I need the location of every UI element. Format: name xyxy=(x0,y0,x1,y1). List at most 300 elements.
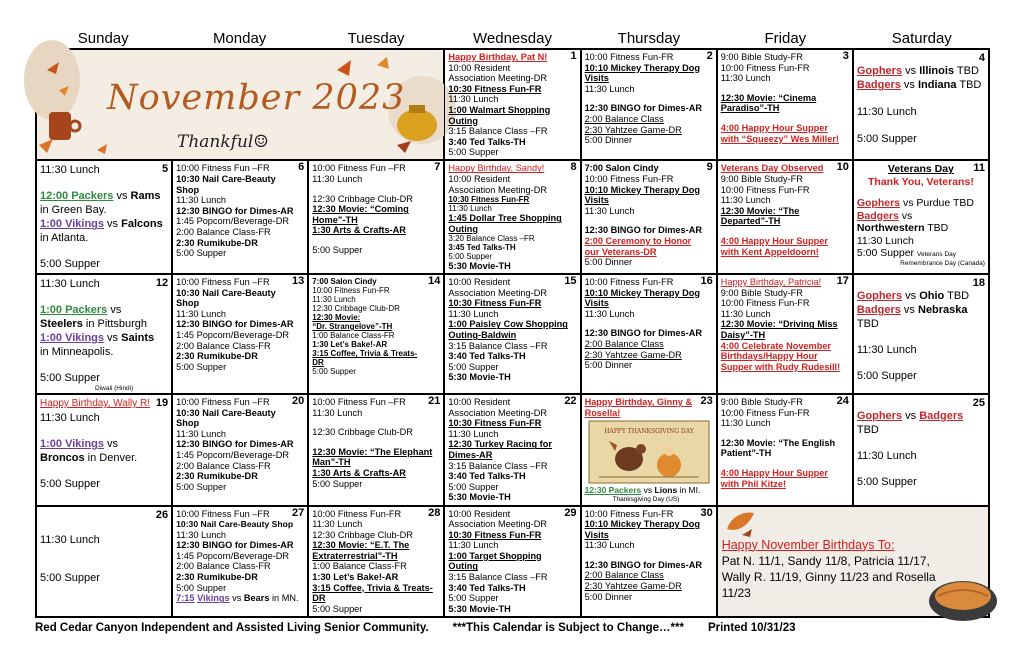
banner-subtitle: Thankful☺ xyxy=(177,132,269,152)
event: 3:40 Ted Talks-TH xyxy=(448,136,526,147)
day-cell-13[interactable] xyxy=(172,274,308,394)
event: 2:30 Rumikube-DR xyxy=(176,351,258,362)
holiday-small-note: Remembrance Day (Canada) xyxy=(900,259,985,267)
event: 11:30 Lunch xyxy=(720,418,771,429)
event: 10:00 Resident xyxy=(448,397,511,408)
event: 5:00 Supper xyxy=(448,481,499,492)
event: Association Meeting-DR xyxy=(448,73,547,84)
day-cell-21[interactable] xyxy=(308,394,444,505)
event: 2:00 Balance Class xyxy=(584,113,664,124)
event: 4:00 Happy Hour Supper xyxy=(720,236,828,247)
event: 5:00 Supper xyxy=(312,245,363,256)
event: 10:00 Fitness Fun-FR xyxy=(720,184,810,195)
event: 1:45 Popcorn/Beverage-DR xyxy=(176,550,290,561)
event: 12:30 Movie: “The English xyxy=(720,437,836,448)
event: 2:30 Rumikube-DR xyxy=(176,471,258,482)
day-cell-4[interactable] xyxy=(853,49,989,160)
event: 10:30 Fitness Fun-FR xyxy=(448,529,542,540)
event: 10:30 Fitness Fun-FR xyxy=(448,298,542,309)
event: 12:30 Cribbage Club-DR xyxy=(312,529,413,540)
printed-date: Printed 10/31/23 xyxy=(707,622,796,634)
event: 5:00 Dinner xyxy=(584,135,633,146)
weekday-wednesday: Wednesday xyxy=(473,30,552,47)
event: 11:30 Lunch xyxy=(720,195,771,206)
event: Association Meeting-DR xyxy=(448,519,547,530)
event: 10:00 Resident xyxy=(448,62,511,73)
event: 11:30 Lunch xyxy=(312,519,363,530)
thanksgiving-card-text: HAPPY THANKSGIVING DAY xyxy=(603,428,694,436)
community-name: Red Cedar Canyon Independent and Assisted Living Senior Community. xyxy=(35,622,429,634)
event: 10:30 Nail Care-Beauty xyxy=(176,407,276,418)
event: 10:00 Fitness Fun-FR xyxy=(312,508,402,519)
day-number: 17 xyxy=(836,275,849,288)
event: 11:30 Lunch xyxy=(40,412,100,425)
day-number: 1 xyxy=(570,50,577,62)
weekday-friday: Friday xyxy=(764,30,807,47)
event: 10:00 Fitness Fun –FR xyxy=(312,163,406,174)
event: 12:30 BINGO for Dimes-AR xyxy=(584,328,702,339)
event: 9:00 Bible Study-FR xyxy=(720,174,803,185)
day-cell-28[interactable] xyxy=(308,506,444,617)
event: 2:30 Yahtzee Game-DR xyxy=(584,349,682,360)
event: 5:00 Supper xyxy=(448,147,499,158)
event: 3:15 Balance Class –FR xyxy=(448,340,548,351)
day-number: 30 xyxy=(700,506,713,519)
holiday-note: Veterans Day Observed xyxy=(720,163,824,174)
football-game: 1:00 Vikings vs Saints xyxy=(40,332,155,345)
event: with “Squeezy” Wes Miller! xyxy=(720,133,839,144)
event: 1:30 Arts & Crafts-AR xyxy=(312,225,406,236)
event: 11:30 Lunch xyxy=(584,540,635,551)
event: 11:30 Lunch xyxy=(720,73,771,84)
event: 2:30 Rumikube-DR xyxy=(176,237,258,248)
day-cell-23[interactable] xyxy=(581,394,717,505)
event: 3:40 Ted Talks-TH xyxy=(448,582,526,593)
birthday-note: Happy Birthday, Pat N! xyxy=(448,52,548,62)
event: 5:00 Supper xyxy=(40,258,100,271)
day-cell-8[interactable] xyxy=(444,160,580,274)
day-cell-27[interactable] xyxy=(172,506,308,617)
day-number: 13 xyxy=(292,275,305,288)
event: Visits xyxy=(584,298,609,309)
event: 10:00 Fitness Fun –FR xyxy=(176,163,270,174)
football-game: Gophers vs Ohio TBD xyxy=(856,290,970,303)
event: Paradiso”-TH xyxy=(720,103,780,114)
day-cell-14[interactable] xyxy=(308,274,444,394)
day-number: 18 xyxy=(972,277,985,290)
football-game: Badgers vs Nebraska xyxy=(856,304,968,317)
football-game: 1:00 Vikings vs xyxy=(40,438,119,451)
event: 10:00 Fitness Fun –FR xyxy=(312,397,406,408)
event: 10:00 Resident xyxy=(448,277,511,288)
game-location: in Green Bay. xyxy=(40,204,107,217)
day-number: 16 xyxy=(700,275,713,288)
event: 11:30 Lunch xyxy=(176,529,227,540)
event: Outing xyxy=(448,223,479,234)
event: 11:30 Lunch xyxy=(448,308,499,319)
weekday-saturday: Saturday xyxy=(891,30,952,47)
event: 1:00 Paisley Cow Shopping xyxy=(448,319,568,330)
event: 10:00 Fitness Fun –FR xyxy=(176,277,270,288)
event: 10:00 Fitness Fun-FR xyxy=(720,298,810,309)
weekday-sunday: Sunday xyxy=(77,30,129,47)
event: 3:15 Balance Class –FR xyxy=(448,572,548,583)
event: Departed”-TH xyxy=(720,216,781,227)
event: 10:00 Fitness Fun-FR xyxy=(312,286,390,296)
event: 4:00 Celebrate November xyxy=(720,340,832,351)
event: 12:30 BINGO for Dimes-AR xyxy=(176,205,294,216)
event: Visits xyxy=(584,529,609,540)
event: 11:30 Lunch xyxy=(448,94,499,105)
event: DR xyxy=(312,358,324,368)
event: 11:30 Lunch xyxy=(176,308,227,319)
event: 5:30 Movie-TH xyxy=(448,603,511,614)
event: 11:30 Lunch xyxy=(856,344,917,357)
event: 5:00 Dinner xyxy=(584,591,633,602)
day-cell-7[interactable] xyxy=(308,160,444,274)
football-game: 12:30 Packers vs Lions in MI. xyxy=(584,485,701,496)
event: Man”-TH xyxy=(312,457,351,468)
day-cell-26[interactable] xyxy=(36,506,172,617)
event: 2:00 Balance Class-FR xyxy=(176,227,271,238)
day-cell-2[interactable] xyxy=(581,49,717,160)
game-time: TBD xyxy=(856,424,879,437)
event: 5:00 Supper xyxy=(856,476,917,489)
birthday-list: Pat N. 11/1, Sandy 11/8, Patricia 11/17, Wally R. 11/19, Ginny 11/23 and Rosella 11/23 xyxy=(721,553,936,600)
event: 10:30 Nail Care-Beauty Shop xyxy=(176,519,294,530)
event: 3:40 Ted Talks-TH xyxy=(448,471,526,482)
event: 1:00 Balance Class-FR xyxy=(312,331,395,341)
event: Association Meeting-DR xyxy=(448,287,547,298)
day-number: 9 xyxy=(706,161,713,174)
day-cell-9[interactable] xyxy=(581,160,717,274)
event: Patient”-TH xyxy=(720,448,772,459)
day-cell-22[interactable] xyxy=(444,394,580,505)
event: 3:15 Balance Class –FR xyxy=(448,126,548,137)
event: Shop xyxy=(176,298,200,309)
day-cell-10[interactable] xyxy=(717,160,853,274)
birthday-announcement xyxy=(717,506,989,617)
event: 10:00 Fitness Fun-FR xyxy=(584,52,674,62)
event: Birthdays/Happy Hour xyxy=(720,351,818,362)
event: 10:00 Fitness Fun-FR xyxy=(720,62,810,73)
event: Outing xyxy=(448,115,479,126)
event: 11:30 Lunch xyxy=(856,106,917,118)
day-number: 19 xyxy=(155,397,169,410)
holiday-small-note: Diwali (Hindi) xyxy=(95,385,134,393)
event: 7:00 Salon Cindy xyxy=(312,277,377,287)
event: Visits xyxy=(584,73,609,84)
event: 2:00 Balance Class-FR xyxy=(176,340,271,351)
day-cell-18[interactable] xyxy=(853,274,989,394)
day-cell-30[interactable] xyxy=(581,506,717,617)
football-game: Broncos in Denver. xyxy=(40,452,138,465)
event: 2:00 Ceremony to Honor xyxy=(584,236,692,247)
event: 12:30 Cribbage Club-DR xyxy=(312,304,400,314)
event: 11:30 Lunch xyxy=(856,450,917,463)
event: 10:00 Resident xyxy=(448,508,511,519)
football-game: Gophers vs Illinois TBD xyxy=(856,65,979,77)
event: 11:30 Lunch xyxy=(176,428,227,439)
football-game: Northwestern TBD xyxy=(856,222,949,235)
day-number: 12 xyxy=(155,277,169,290)
event: 12:30 Movie: “Coming xyxy=(312,204,409,215)
event: 11:30 Lunch xyxy=(312,174,363,185)
day-number: 6 xyxy=(298,161,305,174)
leaf-icon xyxy=(722,509,762,539)
event: 5:00 Supper xyxy=(448,252,493,262)
holiday-small-note: Thanksgiving Day (US) xyxy=(612,495,680,503)
day-cell-3[interactable] xyxy=(717,49,853,160)
event: 5:00 Supper xyxy=(448,593,499,604)
event: 5:00 Supper xyxy=(856,133,917,145)
event: Outing xyxy=(448,561,479,572)
event: 10:30 Nail Care-Beauty xyxy=(176,287,276,298)
day-number: 22 xyxy=(564,395,577,408)
event: Outing-Baldwin xyxy=(448,330,517,340)
event: 10:30 Fitness Fun-FR xyxy=(448,83,542,94)
event: Shop xyxy=(176,184,200,195)
day-number: 3 xyxy=(842,50,849,62)
day-number: 28 xyxy=(428,506,441,519)
event: 9:00 Bible Study-FR xyxy=(720,287,803,298)
event: 3:15 Balance Class –FR xyxy=(448,460,548,471)
football-game: Badgers vs xyxy=(856,209,913,222)
birthday-note: Happy Birthday, Sandy! xyxy=(448,163,545,174)
event: with Kent Appeldoorn! xyxy=(720,246,819,257)
event: “Dr. Strangelove”-TH xyxy=(312,322,393,332)
football-game: 12:00 Packers vs Rams xyxy=(40,190,161,203)
event: Supper with Rudy Rudesill! xyxy=(720,361,841,372)
event: 10:30 Fitness Fun-FR xyxy=(448,418,542,429)
event: 11:30 Lunch xyxy=(312,407,363,418)
day-cell-12[interactable] xyxy=(36,274,172,394)
birthday-heading: Happy November Birthdays To: xyxy=(721,537,895,552)
event: 5:00 Supper xyxy=(176,481,227,492)
event: 3:40 Ted Talks-TH xyxy=(448,351,526,362)
event: 5:00 Supper xyxy=(40,478,100,491)
event: 5:00 Supper xyxy=(856,370,917,383)
birthday-note: Happy Birthday, Wally R! xyxy=(40,398,151,410)
event: 5:00 Supper xyxy=(40,571,100,584)
football-game: 7:15 Vikings vs Bears in MN. xyxy=(176,593,299,604)
event: 2:00 Balance Class-FR xyxy=(176,561,271,572)
event: 11:30 Lunch xyxy=(448,204,492,214)
holiday-title: Veterans Day xyxy=(887,163,954,176)
event: 1:00 Target Shopping xyxy=(448,550,542,561)
football-game: Gophers vs Badgers xyxy=(856,410,964,423)
event: 2:30 Rumikube-DR xyxy=(176,572,258,583)
event: 1:45 Popcorn/Beverage-DR xyxy=(176,216,290,227)
event: 10:10 Mickey Therapy Dog xyxy=(584,62,700,73)
day-number: 4 xyxy=(978,52,985,64)
event: 12:30 BINGO for Dimes-AR xyxy=(584,559,702,570)
event: 5:00 Supper xyxy=(40,372,100,385)
day-cell-6[interactable] xyxy=(172,160,308,274)
day-number: 7 xyxy=(434,161,441,174)
day-number: 21 xyxy=(428,395,441,408)
weekday-tuesday: Tuesday xyxy=(347,30,405,47)
event: 10:00 Fitness Fun-FR xyxy=(584,508,674,519)
event: 1:30 Let’s Bake!-AR xyxy=(312,340,388,350)
event: 12:30 Movie: xyxy=(312,313,361,323)
game-location: in Atlanta. xyxy=(40,232,89,245)
event: 1:30 Let’s Bake!-AR xyxy=(312,572,399,583)
football-game: 1:00 Packers vs xyxy=(40,304,122,317)
thanksgiving-card-icon xyxy=(589,421,709,483)
holiday-small-note: Veterans Day xyxy=(916,251,957,259)
weekday-monday: Monday xyxy=(212,30,267,47)
football-game: Steelers in Pittsburgh xyxy=(40,318,148,331)
day-cell-25[interactable] xyxy=(853,394,989,505)
event: 4:00 Happy Hour Supper xyxy=(720,468,828,478)
day-number: 2 xyxy=(706,50,713,62)
event: 12:30 Turkey Racing for xyxy=(448,439,552,450)
event: Dimes-AR xyxy=(448,450,493,460)
birthday-note: Happy Birthday, Ginny & xyxy=(584,397,693,408)
event: 5:00 Supper xyxy=(176,361,227,372)
event: 10:10 Mickey Therapy Dog xyxy=(584,184,700,195)
day-number: 25 xyxy=(972,397,985,410)
event: 1:00 Balance Class-FR xyxy=(312,561,407,572)
day-cell-17[interactable] xyxy=(717,274,853,394)
event: 1:45 Popcorn/Beverage-DR xyxy=(176,330,290,340)
event: 1:45 Popcorn/Beverage-DR xyxy=(176,450,290,460)
calendar-footer xyxy=(35,622,995,634)
day-cell-19[interactable] xyxy=(36,394,172,505)
event: 11:30 Lunch xyxy=(40,533,100,546)
event: 5:00 Supper xyxy=(312,367,356,377)
weekday-thursday: Thursday xyxy=(617,30,681,47)
event: 5:00 Supper xyxy=(312,478,363,489)
event: Shop xyxy=(176,418,200,429)
event: 5:00 Supper xyxy=(176,582,227,593)
event: 9:00 Bible Study-FR xyxy=(720,397,803,408)
event: 5:30 Movie-TH xyxy=(448,372,511,383)
event: 5:00 Supper xyxy=(448,361,499,372)
event: 2:30 Yahtzee Game-DR xyxy=(584,124,682,135)
event: 12:30 Cribbage Club-DR xyxy=(312,193,413,204)
day-cell-20[interactable] xyxy=(172,394,308,505)
day-number: 10 xyxy=(836,161,849,174)
event: 3:15 Coffee, Trivia & Treats- xyxy=(312,582,433,593)
day-cell-1[interactable] xyxy=(444,49,580,160)
calendar-grid xyxy=(35,48,990,618)
event: 5:00 Dinner xyxy=(584,360,633,371)
football-game: 1:00 Vikings vs Falcons xyxy=(40,218,163,231)
event: 5:30 Movie-TH xyxy=(448,492,511,503)
game-location: in Minneapolis. xyxy=(40,346,114,359)
event: 11:30 Lunch xyxy=(448,428,499,439)
day-number: 8 xyxy=(570,161,577,174)
event: 12:30 Movie: “Driving Miss xyxy=(720,319,838,330)
event: 11:30 Lunch xyxy=(176,195,227,206)
event: DR xyxy=(312,593,326,604)
banner-title: November 2023 xyxy=(107,78,406,118)
event: 2:00 Balance Class-FR xyxy=(176,460,271,471)
event: 4:00 Happy Hour Supper xyxy=(720,122,828,133)
weekday-header xyxy=(35,30,990,48)
event: 2:00 Balance Class xyxy=(584,570,664,581)
event: Association Meeting-DR xyxy=(448,184,547,195)
event: 5:00 Dinner xyxy=(584,257,633,268)
birthday-note: Rosella! xyxy=(584,407,621,418)
event: 1:30 Arts & Crafts-AR xyxy=(312,468,406,478)
event: 3:20 Balance Class –FR xyxy=(448,234,535,244)
event: Extraterrestrial”-TH xyxy=(312,550,398,561)
event: Visits xyxy=(584,195,609,206)
event: 3:45 Ted Talks-TH xyxy=(448,243,516,253)
change-notice: ***This Calendar is Subject to Change…*** xyxy=(452,622,684,634)
event: 11:30 Lunch xyxy=(720,308,771,319)
day-cell-16[interactable] xyxy=(581,274,717,394)
event: 5:30 Movie-TH xyxy=(448,261,511,272)
month-banner xyxy=(36,49,444,160)
event: Daisy”-TH xyxy=(720,330,766,340)
birthday-note: Happy Birthday, Patricia! xyxy=(720,277,822,288)
event: 2:30 Yahtzee Game-DR xyxy=(584,581,682,592)
event: 10:10 Mickey Therapy Dog xyxy=(584,519,700,530)
event: 11:30 Lunch xyxy=(584,83,635,94)
event: 3:15 Coffee, Trivia & Treats- xyxy=(312,349,418,359)
day-number: 23 xyxy=(700,395,713,408)
day-cell-15[interactable] xyxy=(444,274,580,394)
day-number: 20 xyxy=(292,395,305,408)
holiday-message: Thank You, Veterans! xyxy=(868,175,974,188)
day-cell-24[interactable] xyxy=(717,394,853,505)
event: our Veterans-DR xyxy=(584,246,657,257)
event: 11:30 Lunch xyxy=(312,295,356,305)
game-time: TBD xyxy=(856,318,879,331)
day-number: 14 xyxy=(428,275,441,288)
event: 5:00 Supper Veterans Day xyxy=(856,247,957,260)
event: 12:30 Movie: “The xyxy=(720,205,800,216)
event: 10:00 Resident xyxy=(448,174,511,185)
day-number: 29 xyxy=(564,506,577,519)
event: 10:00 Fitness Fun –FR xyxy=(176,508,270,519)
day-number: 5 xyxy=(162,163,169,176)
day-number: 24 xyxy=(836,395,849,408)
event: 12:30 BINGO for Dimes-AR xyxy=(176,319,294,330)
football-game: Gophers vs Purdue TBD xyxy=(856,197,974,210)
event: 5:00 Supper xyxy=(312,603,363,614)
event: 10:00 Fitness Fun –FR xyxy=(176,397,270,408)
event: 5:00 Supper xyxy=(176,248,227,259)
event: 10:30 Nail Care-Beauty xyxy=(176,174,276,185)
event: 11:30 Lunch xyxy=(448,540,499,551)
day-number: 11 xyxy=(973,162,985,175)
event: 11:30 Lunch xyxy=(40,164,100,177)
day-cell-5[interactable] xyxy=(36,160,172,274)
event: Home”-TH xyxy=(312,214,358,225)
event: with Phil Kitze! xyxy=(720,478,787,489)
event: 12:30 BINGO for Dimes-AR xyxy=(176,439,294,450)
event: 7:00 Salon Cindy xyxy=(584,163,659,174)
football-game: Badgers vs Indiana TBD xyxy=(856,79,982,91)
event: 10:00 Fitness Fun-FR xyxy=(584,277,674,288)
event: 11:30 Lunch xyxy=(856,234,914,247)
event: 10:10 Mickey Therapy Dog xyxy=(584,287,700,298)
event: 1:00 Walmart Shopping xyxy=(448,104,551,115)
event: 12:30 BINGO for Dimes-AR xyxy=(176,540,294,551)
event: 12:30 BINGO for Dimes-AR xyxy=(584,225,702,236)
event: 11:30 Lunch xyxy=(40,278,100,291)
day-cell-11[interactable] xyxy=(853,160,989,274)
day-cell-29[interactable] xyxy=(444,506,580,617)
day-number: 26 xyxy=(155,508,169,521)
event: 10:00 Fitness Fun-FR xyxy=(584,174,674,185)
event: 1:45 Dollar Tree Shopping xyxy=(448,213,562,224)
